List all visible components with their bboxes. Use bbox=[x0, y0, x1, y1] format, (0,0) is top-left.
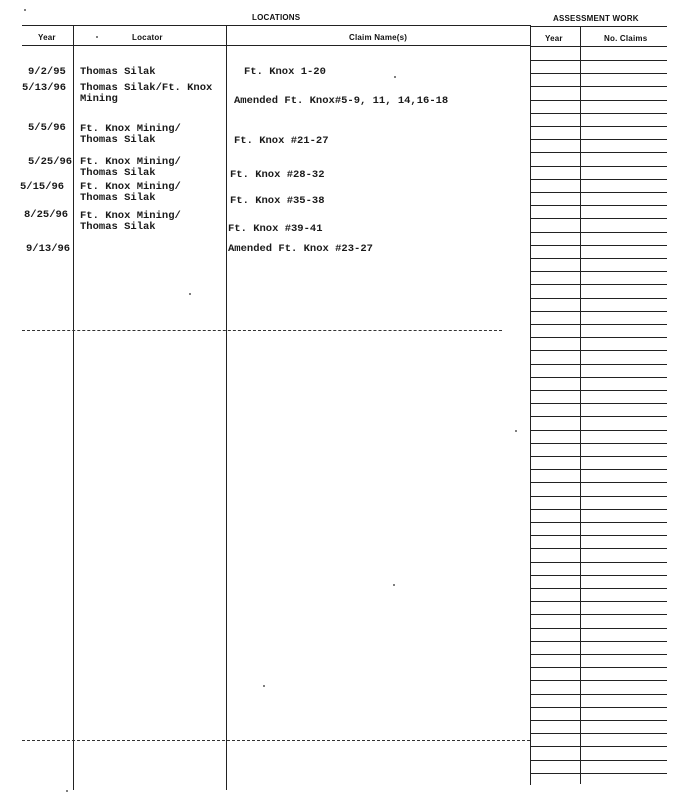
locations-title: LOCATIONS bbox=[252, 13, 301, 22]
scan-speck bbox=[263, 685, 265, 687]
row-locator: Ft. Knox Mining/ Thomas Silak bbox=[80, 210, 181, 233]
assessment-work-title: ASSESSMENT WORK bbox=[553, 14, 639, 23]
aw-grid-rule bbox=[531, 680, 667, 681]
year-column-header: Year bbox=[38, 33, 56, 42]
row-year: 5/13/96 bbox=[22, 82, 67, 94]
row-year: 5/5/96 bbox=[28, 122, 66, 134]
aw-grid-rule bbox=[531, 86, 667, 87]
row-claim-name: Ft. Knox #28-32 bbox=[230, 169, 325, 181]
aw-grid-rule bbox=[531, 337, 667, 338]
scan-speck bbox=[393, 584, 395, 586]
aw-grid-rule bbox=[531, 469, 667, 470]
aw-grid-rule bbox=[531, 562, 667, 563]
aw-grid-rule bbox=[531, 311, 667, 312]
aw-grid-rule bbox=[531, 588, 667, 589]
aw-grid-rule bbox=[531, 73, 667, 74]
aw-year-column-header: Year bbox=[545, 34, 563, 43]
header-bottom-rule bbox=[22, 45, 530, 46]
scan-speck bbox=[24, 9, 26, 11]
aw-grid-rule bbox=[531, 60, 667, 61]
aw-grid-rule bbox=[531, 245, 667, 246]
scan-speck bbox=[66, 790, 68, 792]
aw-grid-rule bbox=[531, 271, 667, 272]
aw-grid-rule bbox=[531, 377, 667, 378]
aw-grid-rule bbox=[531, 166, 667, 167]
aw-grid-rule bbox=[531, 324, 667, 325]
aw-grid-rule bbox=[531, 522, 667, 523]
aw-header-bottom-rule bbox=[531, 46, 667, 47]
row-year: 9/13/96 bbox=[26, 243, 71, 255]
aw-grid-rule bbox=[531, 350, 667, 351]
column-divider-year bbox=[73, 25, 74, 790]
row-claim-name: Ft. Knox #39-41 bbox=[228, 223, 323, 235]
row-claim-name: Amended Ft. Knox #23-27 bbox=[228, 243, 373, 255]
row-locator: Ft. Knox Mining/ Thomas Silak bbox=[80, 123, 181, 146]
row-year: 5/25/96 bbox=[28, 156, 73, 168]
row-locator: Thomas Silak/Ft. Knox Mining bbox=[80, 82, 213, 105]
aw-grid-rule bbox=[531, 654, 667, 655]
aw-grid-rule bbox=[531, 218, 667, 219]
aw-grid-rule bbox=[531, 575, 667, 576]
scan-speck bbox=[96, 36, 98, 38]
locator-column-header: Locator bbox=[132, 33, 163, 42]
aw-header-top-rule bbox=[531, 26, 667, 27]
aw-grid-rule bbox=[531, 746, 667, 747]
aw-grid-rule bbox=[531, 720, 667, 721]
row-locator: Ft. Knox Mining/ Thomas Silak bbox=[80, 181, 181, 204]
claim-names-column-header: Claim Name(s) bbox=[349, 33, 408, 42]
row-claim-name: Ft. Knox #21-27 bbox=[234, 135, 329, 147]
aw-grid-rule bbox=[531, 100, 667, 101]
aw-grid-rule bbox=[531, 192, 667, 193]
aw-grid-rule bbox=[531, 456, 667, 457]
aw-grid-rule bbox=[531, 707, 667, 708]
aw-grid-rule bbox=[531, 139, 667, 140]
row-locator: Thomas Silak bbox=[80, 66, 156, 78]
aw-grid-rule bbox=[531, 364, 667, 365]
aw-grid-rule bbox=[531, 258, 667, 259]
aw-grid-rule bbox=[531, 205, 667, 206]
aw-grid-rule bbox=[531, 232, 667, 233]
row-year: 9/2/95 bbox=[28, 66, 66, 78]
aw-grid-rule bbox=[531, 733, 667, 734]
aw-grid-rule bbox=[531, 509, 667, 510]
aw-grid-rule bbox=[531, 179, 667, 180]
row-claim-name: Ft. Knox #35-38 bbox=[230, 195, 325, 207]
aw-grid-rule bbox=[531, 284, 667, 285]
aw-grid-rule bbox=[531, 126, 667, 127]
aw-grid-rule bbox=[531, 548, 667, 549]
dashed-separator-lower bbox=[22, 740, 530, 741]
scan-speck bbox=[189, 293, 191, 295]
header-top-rule bbox=[22, 25, 530, 26]
aw-grid-rule bbox=[531, 482, 667, 483]
row-claim-name: Amended Ft. Knox#5-9, 11, 14,16-18 bbox=[234, 95, 449, 107]
aw-grid-rule bbox=[531, 390, 667, 391]
aw-grid-rule bbox=[531, 535, 667, 536]
aw-grid-rule bbox=[531, 641, 667, 642]
aw-grid-rule bbox=[531, 601, 667, 602]
aw-grid-rule bbox=[531, 416, 667, 417]
row-locator: Ft. Knox Mining/ Thomas Silak bbox=[80, 156, 181, 179]
row-year: 5/15/96 bbox=[20, 181, 65, 193]
aw-no-claims-column-header: No. Claims bbox=[604, 34, 648, 43]
row-claim-name: Ft. Knox 1-20 bbox=[244, 66, 326, 78]
aw-grid-rule bbox=[531, 694, 667, 695]
aw-grid-rule bbox=[531, 496, 667, 497]
row-year: 8/25/96 bbox=[24, 209, 69, 221]
aw-grid-rule bbox=[531, 152, 667, 153]
scan-speck bbox=[394, 76, 396, 78]
aw-grid-rule bbox=[531, 628, 667, 629]
aw-grid-rule bbox=[531, 113, 667, 114]
dashed-separator-upper bbox=[22, 330, 502, 331]
column-divider-locator bbox=[226, 25, 227, 790]
aw-grid-rule bbox=[531, 403, 667, 404]
aw-grid-rule bbox=[531, 614, 667, 615]
aw-grid-rule bbox=[531, 430, 667, 431]
aw-grid-rule bbox=[531, 298, 667, 299]
scan-speck bbox=[515, 430, 517, 432]
aw-grid-rule bbox=[531, 773, 667, 774]
aw-grid-rule bbox=[531, 443, 667, 444]
aw-grid-rule bbox=[531, 760, 667, 761]
aw-grid-rule bbox=[531, 667, 667, 668]
